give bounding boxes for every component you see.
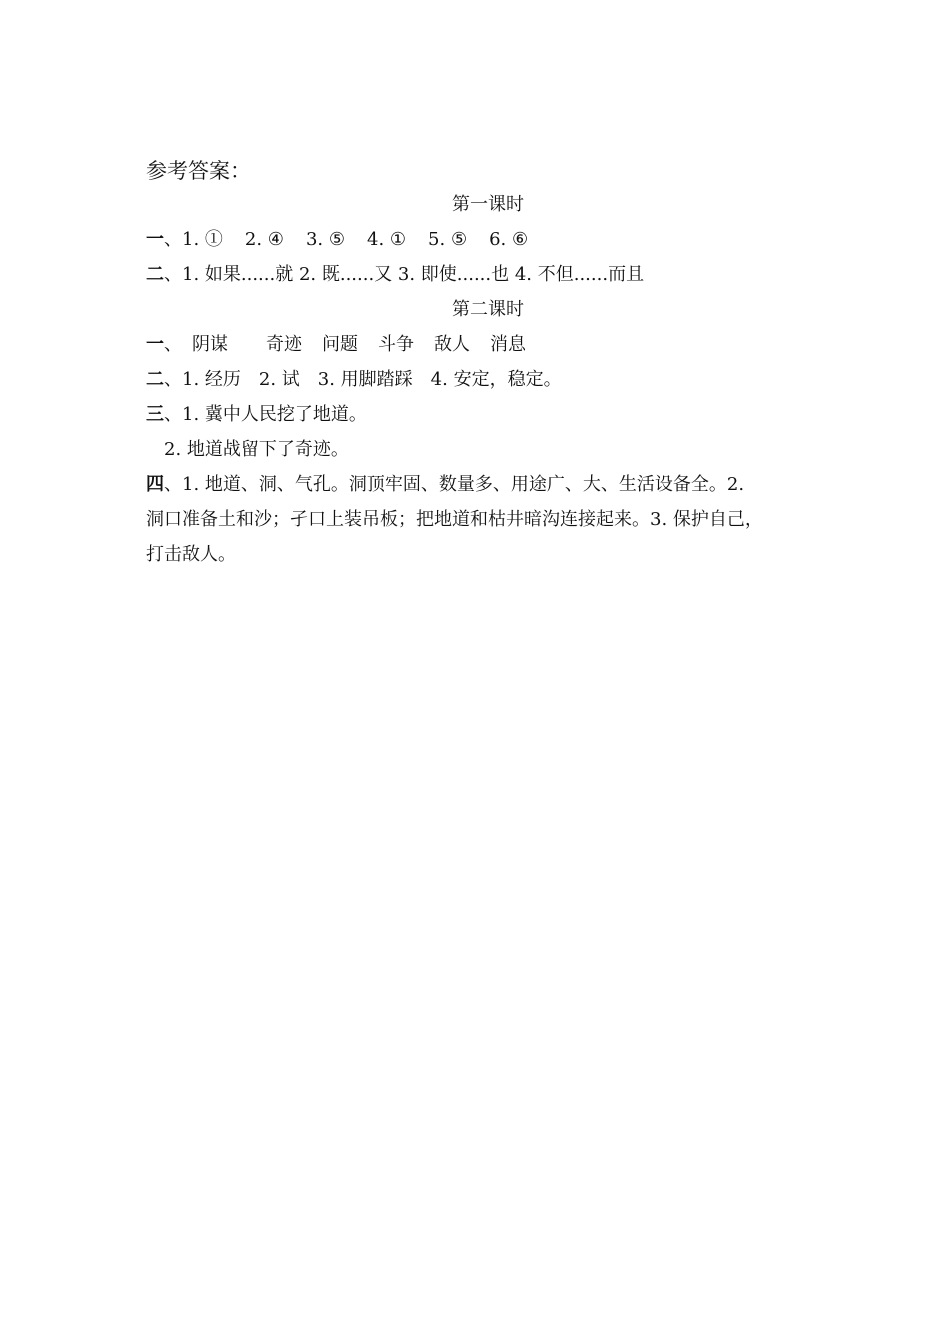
q4-label: 四 — [146, 474, 164, 495]
lesson2-heading: 第二课时 — [452, 299, 524, 320]
page-title: 参考答案： — [146, 159, 251, 183]
q1-item: 2. ④ — [244, 229, 284, 250]
q1-sep: 、 — [164, 334, 182, 355]
lesson2-q4-line1 — [146, 474, 744, 496]
q1-item: 、1. ① — [164, 229, 223, 250]
q1-word: 消息 — [490, 334, 526, 355]
q1-item: 6. ⑥ — [489, 229, 529, 250]
q1-item: 3. ⑤ — [305, 229, 345, 250]
q1-word: 阴谋 — [192, 334, 228, 355]
lesson2-q3 — [146, 404, 367, 426]
q1-word: 奇迹 — [266, 334, 302, 355]
lesson2-q1 — [146, 334, 526, 356]
q2-text: 、1. 经历 2. 试 3. 用脚踏踩 4. 安定，稳定。 — [164, 369, 562, 390]
q2-text: 、1. 如果......就 2. 既......又 3. 即使......也 4. 不但......而且 — [164, 264, 645, 285]
q1-item: 4. ① — [367, 229, 407, 250]
lesson1-q2 — [146, 264, 644, 286]
q4-text: 、1. 地道、洞、气孔。洞顶牢固、数量多、用途广、大、生活设备全。2. — [164, 474, 745, 495]
q1-word: 问题 — [322, 334, 358, 355]
q3-text: 、1. 冀中人民挖了地道。 — [164, 404, 367, 425]
q2-label: 二 — [146, 369, 164, 390]
q1-word: 斗争 — [378, 334, 414, 355]
lesson1-q1 — [146, 229, 528, 251]
lesson2-q2 — [146, 369, 562, 391]
lesson2-q4-line2: 洞口准备土和沙；孑口上装吊板；把地道和枯井暗沟连接起来。3. 保护自己， — [146, 509, 763, 530]
q2-label: 二 — [146, 264, 164, 285]
q1-word: 敌人 — [434, 334, 470, 355]
q1-label: 一 — [146, 229, 164, 250]
q1-item: 5. ⑤ — [428, 229, 468, 250]
lesson2-q3-item2: 2. 地道战留下了奇迹。 — [164, 439, 349, 460]
q3-label: 三 — [146, 404, 164, 425]
lesson1-heading: 第一课时 — [452, 194, 524, 215]
lesson2-q4-line3: 打击敌人。 — [146, 544, 236, 565]
q1-label: 一 — [146, 334, 164, 355]
